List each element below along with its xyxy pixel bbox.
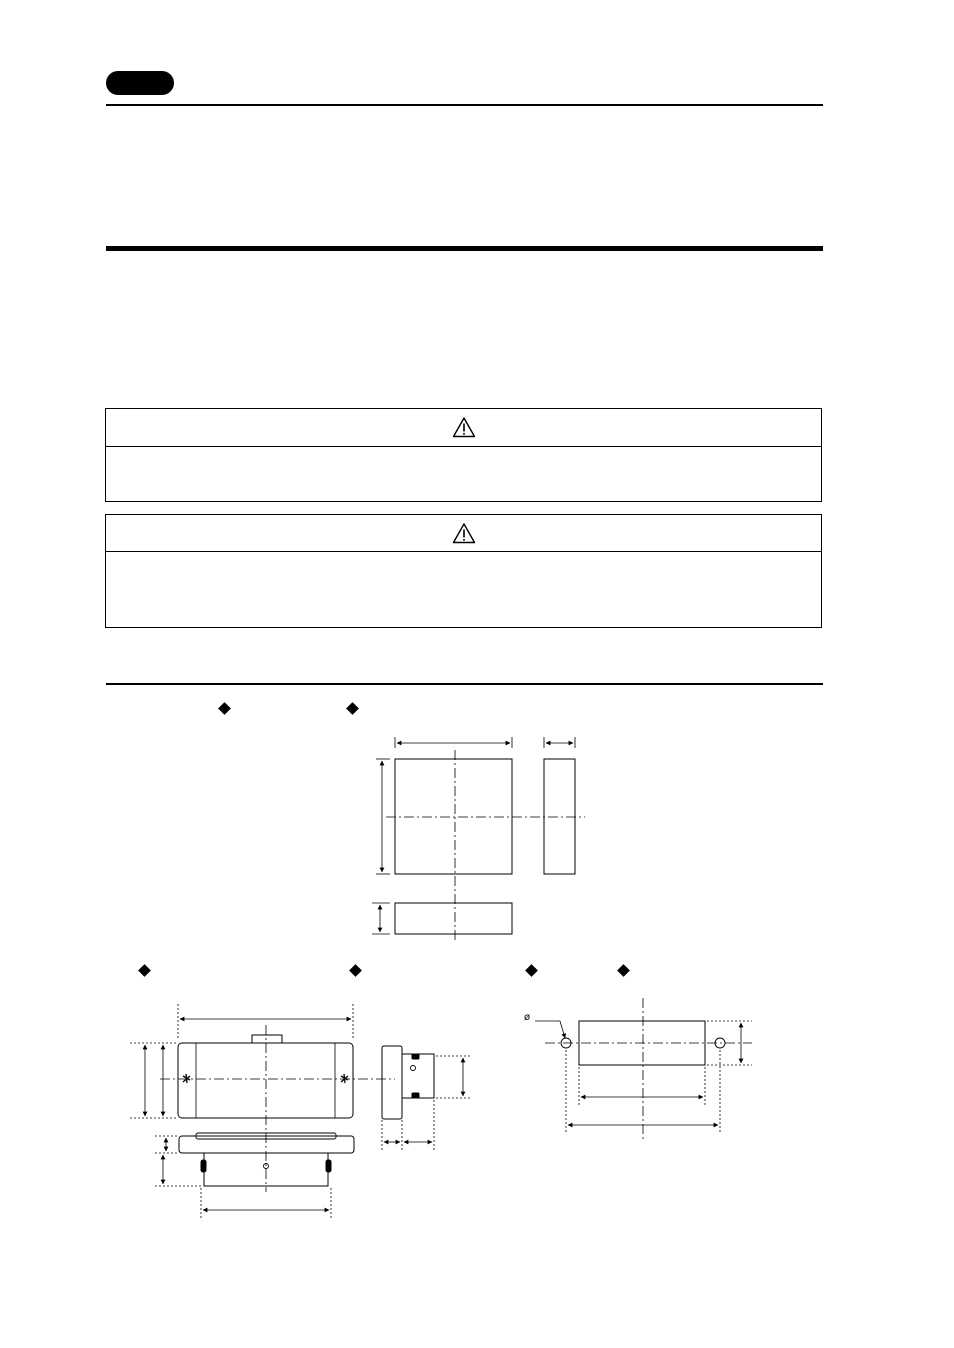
hole-diameter-label: ø [524, 1012, 531, 1023]
side-view-outline [382, 1046, 402, 1119]
front-view-outline [178, 1043, 353, 1118]
front-view-outline [395, 759, 512, 874]
drawing-square-sensor [372, 737, 585, 942]
drawing-mounting-holes [535, 998, 752, 1142]
bottom-view-outline [395, 903, 512, 934]
drawing-rect-sensor [130, 1004, 470, 1218]
side-view-outline [544, 759, 575, 874]
